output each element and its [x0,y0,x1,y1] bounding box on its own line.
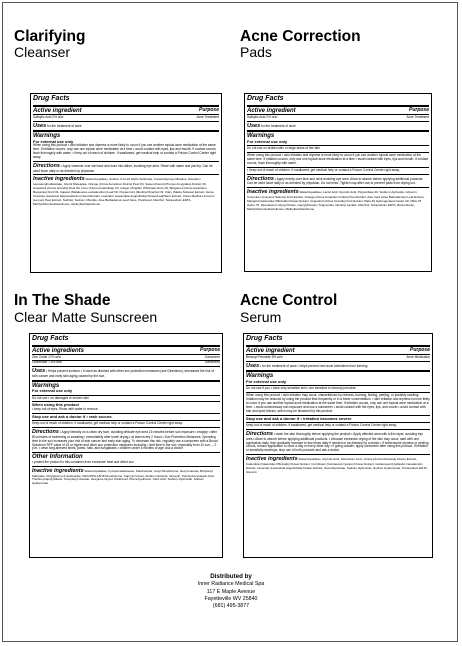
active-row: Benzoyl Peroxide 5% w/w Acne Medication [246,354,430,359]
active-ingredient-section [33,107,219,122]
distributor-block [0,573,462,610]
active-row: Salicylic Acid 2% w/w Acne Treatment [247,114,429,119]
serum-subtitle: Serum [240,309,282,325]
inactive-section: Inactive ingredients Water/Aqua/Eau, Sodium C14-16 Olefin Sulfonate, Cocamidopropyl Betaine, Disodium Lauroamphodiacetate, Glycol Distearate, Orange (Citrus Aurantium Dulcis) Peel Oil, Sweet Almond (Prunus Amygdalus Dulcis) Oil, Grapefruit (Citrus Grandis) Peel Oil, Lime (Citrus Aurantifolia) Oil, Ginger (Zingiber Officinale) Root Oil, Bergamot (Citrus Aurantium Bergamia) Fruit Oil, Cajeput (Melaleuca Leucadendron) Leaf Oil, Peppermint (Mentha Piperita) Oil, Clary (Salvia Sclarea) Extract, Horse Chestnut (Aesculus Hippocastanum) Seed Extract, Lavender (Lavandula Angustifolia) Flower/Leaf/Stem Extract, Citrus Medica Limonum (Lemon) Peel Extract, Sorbitol, Sodium Chloride, Aloe Barbadensis Leaf Juice, Panthenol, Menthol, Tetrasodium EDTA, Methylchloroisothiazolinone, Methylisothiazolinone [33,176,215,206]
pads-subtitle: Pads [240,44,272,60]
cleanser-title: Clarifying [14,28,86,45]
sunscreen-title: In The Shade [14,292,111,309]
warnings-section: Warnings For external use only [247,132,429,146]
inactive-section: Inactive ingredients Water/Aqua/Eau, Lactic Acid, Glycolic Acid, Polysorbate 20, Sodium Hydroxide, Glycerin, Cucumber (Cucumis Sativus) Fruit Extract, Orange (Citrus Aurantium Dulcis) Peel Extract, Aloe Vera (Aloe Barbadensis) Leaf Extract, Marigold (Calendula Officinalis) Flower Extract, Grapefruit (Citrus Grandis) Fruit Extract, PEG-40 Hydrogenated Castor Oil, PEG-76 Hydro 75, Dipotassium Glycyrrhizate, Caprylyl/Capric Triglyceride, Menthyl Lactate, Menthol, Tetrasodium EDTA, Beta-Glucan, Methylchloroisothiazolinone, Methylisothiazolinone [247,189,425,211]
pads-drug-facts [244,93,432,272]
active-row: Salicylic Acid 2% w/w Acne Treatment [33,114,219,119]
serum-drug-facts [243,333,433,558]
cleanser-drug-facts [30,93,222,273]
warnings-section: Warnings For external use only When using this product • skin irritation and dryness is more likely to occur if you use another topical acne medication at the same time. If irritation occurs, only use one topical acne medication at a time • avoid contact with eyes, lips and mouth. If contact occurs, flush thoroughly with water. • Keep out of reach of children. If swallowed, get medical help or contact a Poison Control Center right away. [33,132,219,162]
when-using: When using this product • keep out of eyes. Rinse with water to remove. [32,402,220,413]
sunscreen-drug-facts [29,333,223,558]
do-not-use: Do not use • on damaged or broken skin [32,396,220,403]
directions-section: Directions • Apply evenly over face and neck avoiding eye area. Allow to absorb before applying additional products. Can be used twice daily or as directed by physician. Do not rinse. Tighten cap after use to prevent pads from drying out. [247,175,429,189]
sunscreen-subtitle: Clear Matte Sunscreen [14,309,158,325]
drug-facts-heading: Drug Facts [33,94,219,107]
uses-section: Uses for the treatment of acne [33,122,219,133]
cleanser-subtitle: Cleanser [14,44,71,60]
do-not-use: Do not use if you • have very sensitive skin • are sensitive to benzoyl peroxide [246,386,430,393]
warnings-section: Warnings For external use only [32,382,220,396]
keep-out-of-reach: • Keep out of reach of children. If swallowed, get medical help or contact a Poison Control Center right away. [247,168,429,175]
when-using: When using this product • skin irritation may occur, characterized by redness, burning, itching, peeling, or possibly swelling. Irritation may be reduced by using the product less frequently or in a lower concentration. • skin irritation and dryness is more likely to occur if you use another topical acne medication at the same time. If irritation occurs, only use one topical acne medication at a time. • avoid unnecessary sun exposure and use a sunscreen • avoid contact with the eyes, lips, and mouth • avoid contact with hair and dyed fabrics, which may be bleached by this product [246,393,430,416]
inactive-section: Inactive ingredients Water/Aqua/Eau, Glycolic Acid, Sclerotium Gum, Arnica (Arnica Montana) Flower Extract, Calendula (Calendula Officinalis) Flower Extract, Cornflower (Centaurea Cyanus) Flower Extract, Goldenseal (Hydrastis Canadensis) Extract, Lavender (Lavandula Angustifolia) Flower Extract, Glucoheptonate, Sodium Hydroxide, Sodium Hyaluronate, Tetrasodium EDTA, Glycerin [246,456,428,474]
warnings-section: Warnings For external use only [246,372,430,386]
drug-facts-heading: Drug Facts [246,334,430,347]
distributor-street: 117 E Maple Avenue [206,588,256,595]
drug-facts-heading: Drug Facts [247,94,429,107]
active-ingredient-heading: Active ingredient [33,107,82,114]
when-using: When using this product • skin irritation and dryness is more likely to occur if you use another topical acne medication at the same time. If irritation occurs, only use one topical acne medication at a time • avoid contact with eyes, lips and mouth. If contact occurs, flush thoroughly with water. [247,153,429,168]
distributor-phone: (681) 495-3877 [212,602,250,609]
directions-section: Directions • Apply cleanser over wet face and work into lather, avoiding eye area. Rinse with water and pat dry. Can be used twice daily or as directed by physician. [33,162,219,176]
directions-section: Directions • Apply liberally on a clean dry face, avoiding delicate eye area 15 minutes before sun exposure • reapply • after 80 minutes of swimming or sweating • immediately after towel drying • at least every 2 hours • Sun Protection Measures. Spending time in the sun increases your risk of skin cancer and early skin aging. To decrease this risk, regularly use a sunscreen with a Broad Spectrum SPF value of 15 or higher and other sun protection measures including • limit time in the sun, especially from 10 a.m. – 2 p.m. • wear long-sleeved shirts, pants, hats, and sunglasses • children under 6 months of age: Ask a doctor [32,428,220,453]
keep-out-of-reach: Keep out of reach of children. If swallowed, get medical help or contact a Poison Control Center right away. [246,423,430,430]
inactive-section: Inactive ingredients Water/Aqua/Eau, Cyclopentasiloxane, Niacinamide, Cetyl Dimethicone, Hexyl Laurate, Butyloctyl Salicylate, Polyglyceryl-4 Isostearate, PEG/PPG-18/18 Dimethicone, Caprylyl Glycol, Sodium Chloride, Glycerin, Polyhydroxystearic Acid, Triethoxycaprylylsilane, Tocopheryl Acetate, Hexylene Glycol, Panthenol, Phenoxyethanol, Citric Acid, Sodium Hydroxide, Sodium Hyaluronate [32,467,215,486]
keep-out-of-reach: Keep out of reach of children. If swallowed, get medical help or contact a Poison Control Center right away. [32,421,220,428]
active-row: Zinc Oxide 17% w/w Sunscreen [32,354,220,359]
other-information-section: Other Information • protect the product in this container from excessive heat and direct sun [32,453,220,467]
serum-title: Acne Control [240,292,338,309]
stop-use: Stop use and ask a doctor if • rash occurs [32,414,220,421]
uses-section: Uses for the treatment of acne [247,122,429,133]
distributor-city: Fayetteville WV 25840 [204,595,258,602]
uses-section: Uses • Helps prevent sunburn • If used as directed with other sun protection measures (see Directions), decreases the risk of skin cancer and early skin aging caused by the sun. [32,367,220,382]
active-ingredient-section: Active ingredient Purpose Salicylic Acid 2% w/w Acne Treatment [247,107,429,122]
distributor-heading: Distributed by [210,573,252,580]
stop-use: Stop use and ask a doctor if • irritation becomes severe [246,416,430,423]
distributor-name: Inner Radiance Medical Spa [197,581,265,588]
active-ingredient-section: Active ingredients Purpose Zinc Oxide 17% w/w Sunscreen Octinoxate 7.5% w/w Sunscreen [32,347,220,367]
pads-title: Acne Correction [240,28,361,45]
active-ingredient-section: Active ingredient Purpose Benzoyl Peroxide 5% w/w Acne Medication [246,347,430,362]
directions-section: Directions • wash the skin thoroughly before applying the product • Apply affected area with a thin layer, avoiding eye area • Allow to absorb before applying additional products. • because excessive drying of the skin may occur, start with one application daily, then gradually increase to two times daily if needed or as directed by a doctor • if bothersome dryness or peeling occurs, reduce application to once a day or every other day • if going outside, apply sunscreen after using this product. If irritation or sensitivity develops, stop use of both products and ask a doctor [246,430,430,455]
uses-section: Uses • for the treatment of acne • helps prevent new acne blemishes from forming [246,362,430,373]
purpose-heading: Purpose [198,106,219,113]
active-row: Octinoxate 7.5% w/w Sunscreen [32,360,220,365]
do-not-use: Do not use on broken skin or large areas of the skin [247,146,429,153]
drug-facts-heading: Drug Facts [32,334,220,347]
